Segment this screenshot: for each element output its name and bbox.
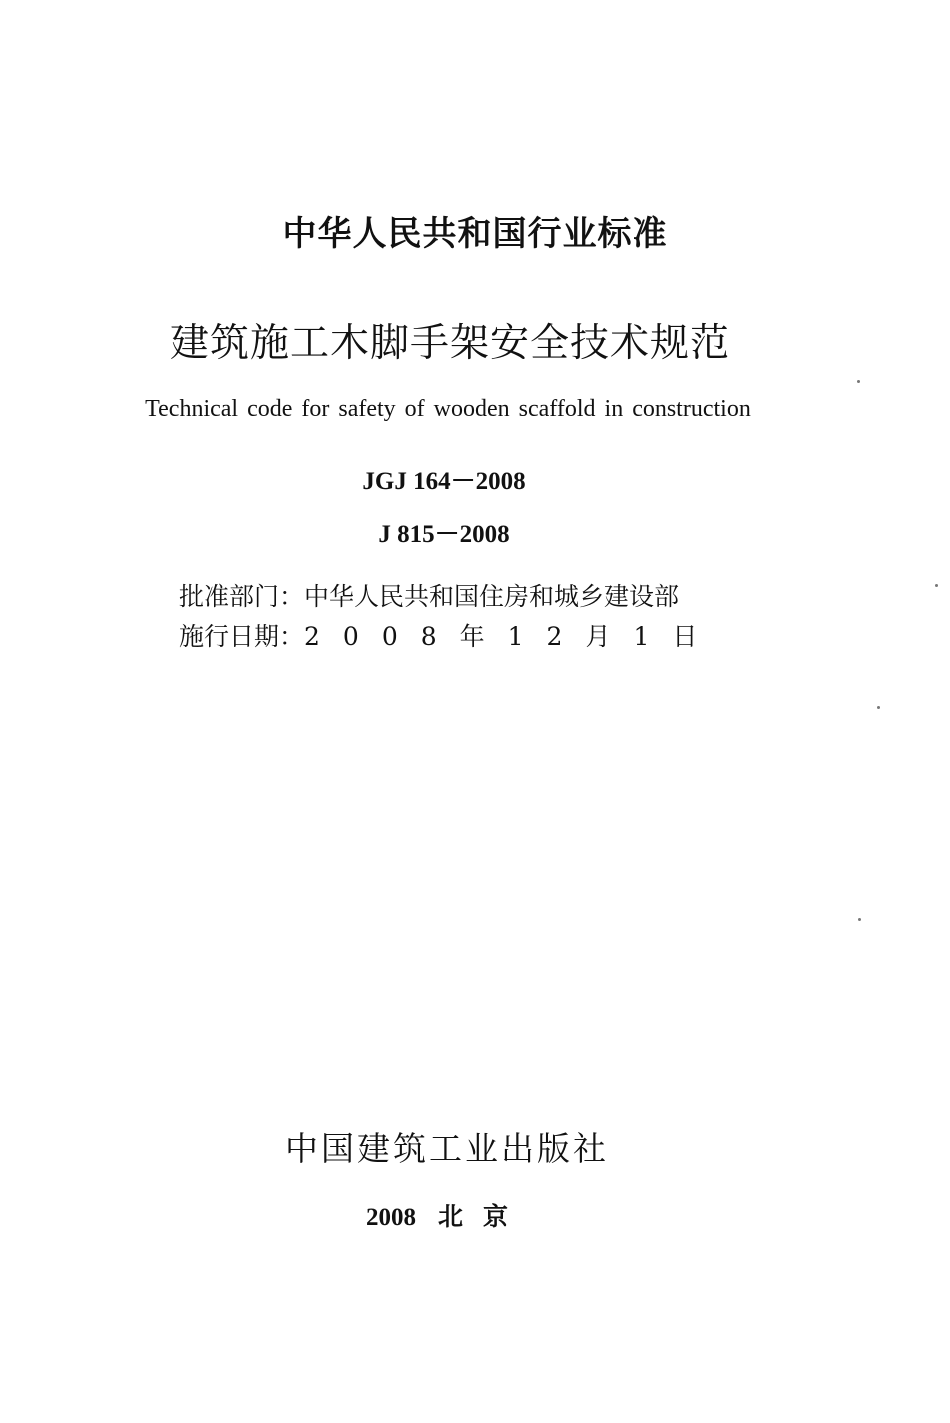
- publication-place-year: [0, 1197, 922, 1233]
- effective-date-row: [179, 617, 720, 653]
- standard-series-heading: 中华人民共和国行业标准: [282, 214, 668, 254]
- approval-department-label: 批准部门：: [179, 582, 305, 611]
- effective-date-label: 施行日期：: [179, 622, 305, 651]
- effective-date-value: 2008年12月1日: [304, 622, 721, 651]
- scan-speck: [858, 918, 861, 921]
- approval-department-row: [179, 577, 679, 613]
- record-code-j: J 815－2008: [378, 521, 510, 548]
- approval-department-value: 中华人民共和国住房和城乡建设部: [304, 582, 680, 611]
- document-title-english: Technical code for safety of wooden scaffold in construction: [145, 396, 751, 422]
- scan-speck: [857, 380, 860, 383]
- publication-year: 2008: [365, 1204, 416, 1231]
- scan-speck: [935, 584, 938, 587]
- document-title-chinese: 建筑施工木脚手架安全技术规范: [169, 321, 730, 366]
- standard-code-jgj: JGJ 164－2008: [362, 468, 526, 495]
- scan-speck: [877, 706, 880, 709]
- publisher-name: 中国建筑工业出版社: [285, 1129, 609, 1168]
- publication-city: 北京: [437, 1204, 528, 1231]
